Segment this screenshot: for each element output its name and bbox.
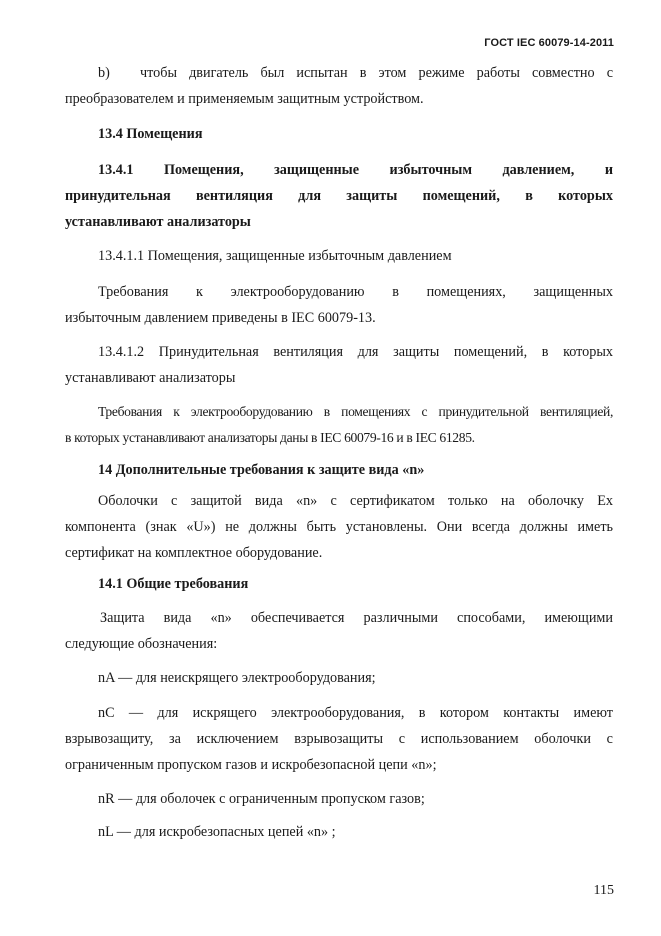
paragraph-requirements-pressurized	[65, 279, 613, 331]
paragraph-line: Оболочки с защитой вида «n» с сертификатом только на оболочку Ex	[98, 493, 613, 509]
document-header: ГОСТ IEC 60079-14-2011	[484, 37, 614, 49]
section-heading-13-4-1	[65, 157, 613, 235]
list-item-nL: nL — для искробезопасных цепей «n» ;	[98, 824, 336, 840]
paragraph-line: Требования к электрооборудованию в помещениях с принудительной вентиляцией,	[98, 404, 613, 419]
heading-line: 13.4.1 Помещения, защищенные избыточным давлением, и	[98, 162, 613, 178]
paragraph-line: устанавливают анализаторы	[65, 370, 236, 386]
heading-line: устанавливают анализаторы	[65, 214, 251, 230]
paragraph-line: ограниченным пропуском газов и искробезопасной цепи «n»;	[65, 757, 437, 773]
list-item-text-line: преобразователем и применяемым защитным устройством.	[65, 91, 424, 107]
paragraph-14	[65, 488, 613, 566]
list-item-text-line: чтобы двигатель был испытан в этом режиме работы совместно с	[140, 65, 613, 81]
page-number: 115	[593, 883, 614, 898]
list-item-nA: nA — для неискрящего электрооборудования;	[98, 670, 376, 686]
section-heading-14: 14 Дополнительные требования к защите вида «n»	[98, 462, 425, 478]
list-item-nC	[65, 700, 613, 778]
paragraph-14-1	[65, 605, 613, 657]
subsection-13-4-1-1: 13.4.1.1 Помещения, защищенные избыточным давлением	[98, 248, 452, 264]
paragraph-line: Требования к электрооборудованию в помещениях, защищенных	[98, 284, 613, 300]
section-heading-14-1: 14.1 Общие требования	[98, 576, 249, 592]
paragraph-line: компонента (знак «U») не должны быть установлены. Они всегда должны иметь	[65, 519, 613, 535]
heading-line: принудительная вентиляция для защиты помещений, в которых	[65, 188, 613, 204]
paragraph-requirements-ventilation	[65, 399, 613, 451]
paragraph-line: избыточным давлением приведены в IEC 60079-13.	[65, 310, 376, 326]
list-item-label: b)	[98, 65, 110, 81]
subsection-13-4-1-2	[65, 339, 613, 391]
paragraph-line: сертификат на комплектное оборудование.	[65, 545, 323, 561]
paragraph-line: взрывозащиту, за исключением взрывозащиты с использованием оболочки с	[65, 731, 613, 747]
paragraph-line: следующие обозначения:	[65, 636, 218, 652]
paragraph-line: 13.4.1.2 Принудительная вентиляция для защиты помещений, в которых	[98, 344, 613, 360]
section-heading-13-4: 13.4 Помещения	[98, 126, 203, 142]
paragraph-line: Защита вида «n» обеспечивается различными способами, имеющими	[100, 610, 613, 626]
paragraph-line: в которых устанавливают анализаторы даны в IEC 60079-16 и в IEC 61285.	[65, 430, 475, 445]
list-item-nR: nR — для оболочек с ограниченным пропуском газов;	[98, 791, 425, 807]
paragraph-line: nC — для искрящего электрооборудования, в котором контакты имеют	[98, 705, 613, 721]
list-item-b	[65, 60, 613, 112]
